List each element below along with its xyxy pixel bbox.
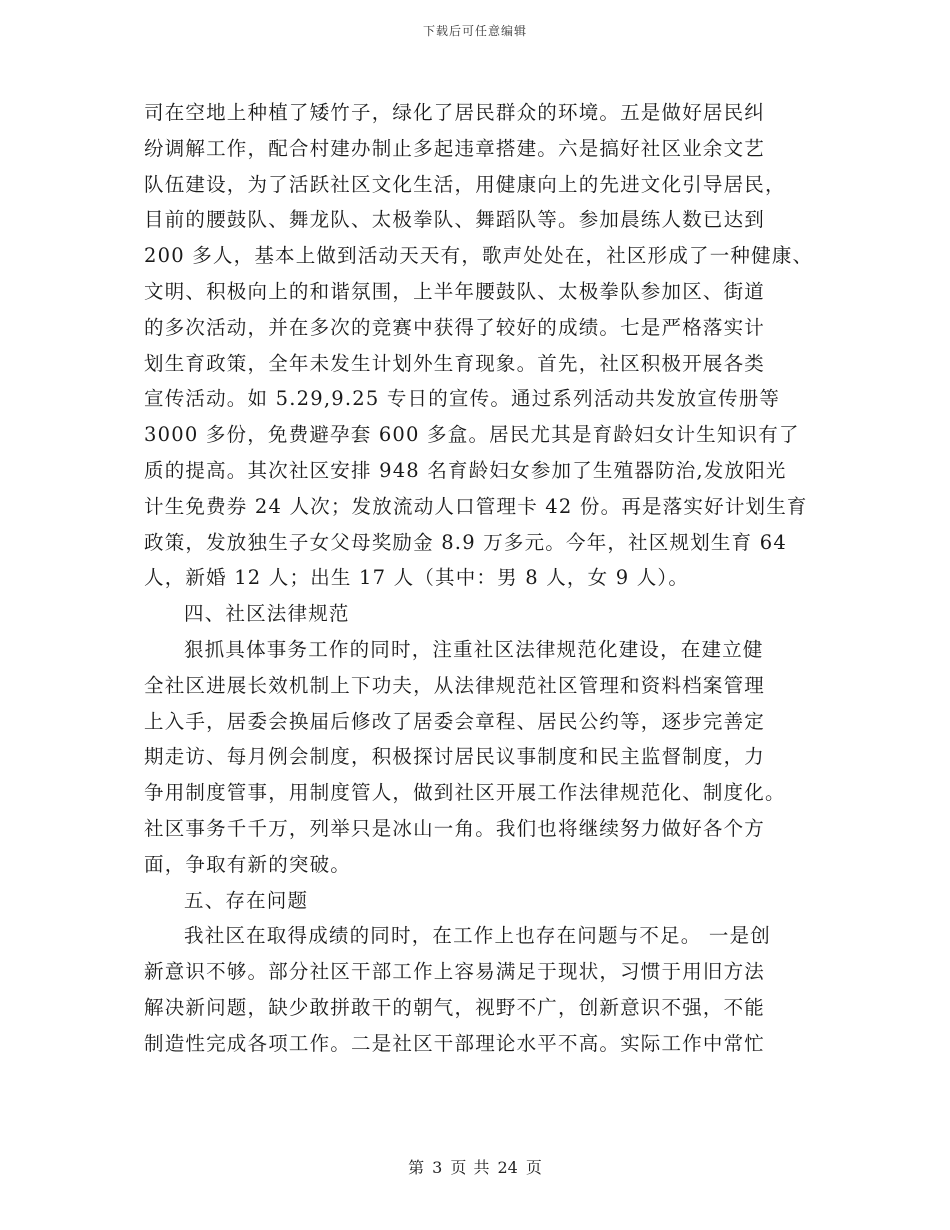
text-line: 制造性完成各项工作。二是社区干部理论水平不高。实际工作中常忙 [144,1031,766,1055]
text-line: 面，争取有新的突破。 [144,852,352,876]
text-line: 社区事务千千万，列举只是冰山一角。我们也将继续努力做好各个方 [144,816,766,840]
text-line: 目前的腰鼓队、舞龙队、太极拳队、舞蹈队等。参加晨练人数已达到 [144,208,766,232]
page-footer [0,1155,950,1178]
current-page-number: 3 [432,1158,443,1177]
text-line: 文明、积极向上的和谐氛围，上半年腰鼓队、太极拳队参加区、街道 [144,279,766,303]
text-line: 的多次活动，并在多次的竞赛中获得了较好的成绩。七是严格落实计 [144,315,766,339]
text-line: 狠抓具体事务工作的同时，注重社区法律规范化建设，在建立健 [184,637,764,661]
text-line: 司在空地上种植了矮竹子，绿化了居民群众的环境。五是做好居民纠 [144,101,766,124]
page-header: 下载后可任意编辑 [422,24,527,38]
text-line: 队伍建设，为了活跃社区文化生活，用健康向上的先进文化引导居民， [144,172,786,196]
text-line: 划生育政策，全年未发生计划外生育现象。首先，社区积极开展各类 [144,351,766,375]
text-line: 期走访、每月例会制度，积极探讨居民议事制度和民主监督制度，力 [144,745,766,769]
footer-prefix: 第 [408,1158,425,1177]
text-line: 解决新问题，缺少敢拼敢干的朝气，视野不广，创新意识不强，不能 [144,995,766,1019]
text-line: 上入手，居委会换届后修改了居委会章程、居民公约等，逐步完善定 [144,709,766,733]
text-line: 计生免费券 24 人次；发放流动人口管理卡 42 份。再是落实好计划生育 [144,494,808,518]
text-line: 质的提高。其次社区安排 948 名育龄妇女参加了生殖器防治,发放阳光 [144,458,787,482]
text-line: 四、社区法律规范 [184,602,350,626]
footer-suffix: 页 [525,1158,542,1177]
text-line: 纷调解工作，配合村建办制止多起违章搭建。六是搞好社区业余文艺 [144,136,766,160]
text-line: 我社区在取得成绩的同时，在工作上也存在问题与不足。 一是创 [184,924,771,948]
text-line: 200 多人，基本上做到活动天天有，歌声处处在，社区形成了一种健康、 [144,244,814,268]
text-line: 争用制度管事，用制度管人，做到社区开展工作法律规范化、制度化。 [144,781,786,805]
document-body [144,95,844,1062]
text-line: 政策，发放独生子女父母奖励金 8.9 万多元。今年，社区规划生育 64 [144,530,787,554]
text-line: 全社区进展长效机制上下功夫，从法律规范社区管理和资料档案管理 [144,673,766,697]
total-pages: 24 [497,1158,518,1177]
text-line: 3000 多份，免费避孕套 600 多盒。居民尤其是育龄妇女计生知识有了 [144,423,800,447]
text-line: 宣传活动。如 5.29,9.25 专日的宣传。通过系列活动共发放宣传册等 [144,387,781,411]
text-line: 人，新婚 12 人；出生 17 人（其中：男 8 人，女 9 人）。 [144,566,690,590]
text-line: 新意识不够。部分社区干部工作上容易满足于现状，习惯于用旧方法 [144,960,766,984]
text-line: 五、存在问题 [184,888,309,912]
footer-mid: 页 共 [450,1158,490,1177]
